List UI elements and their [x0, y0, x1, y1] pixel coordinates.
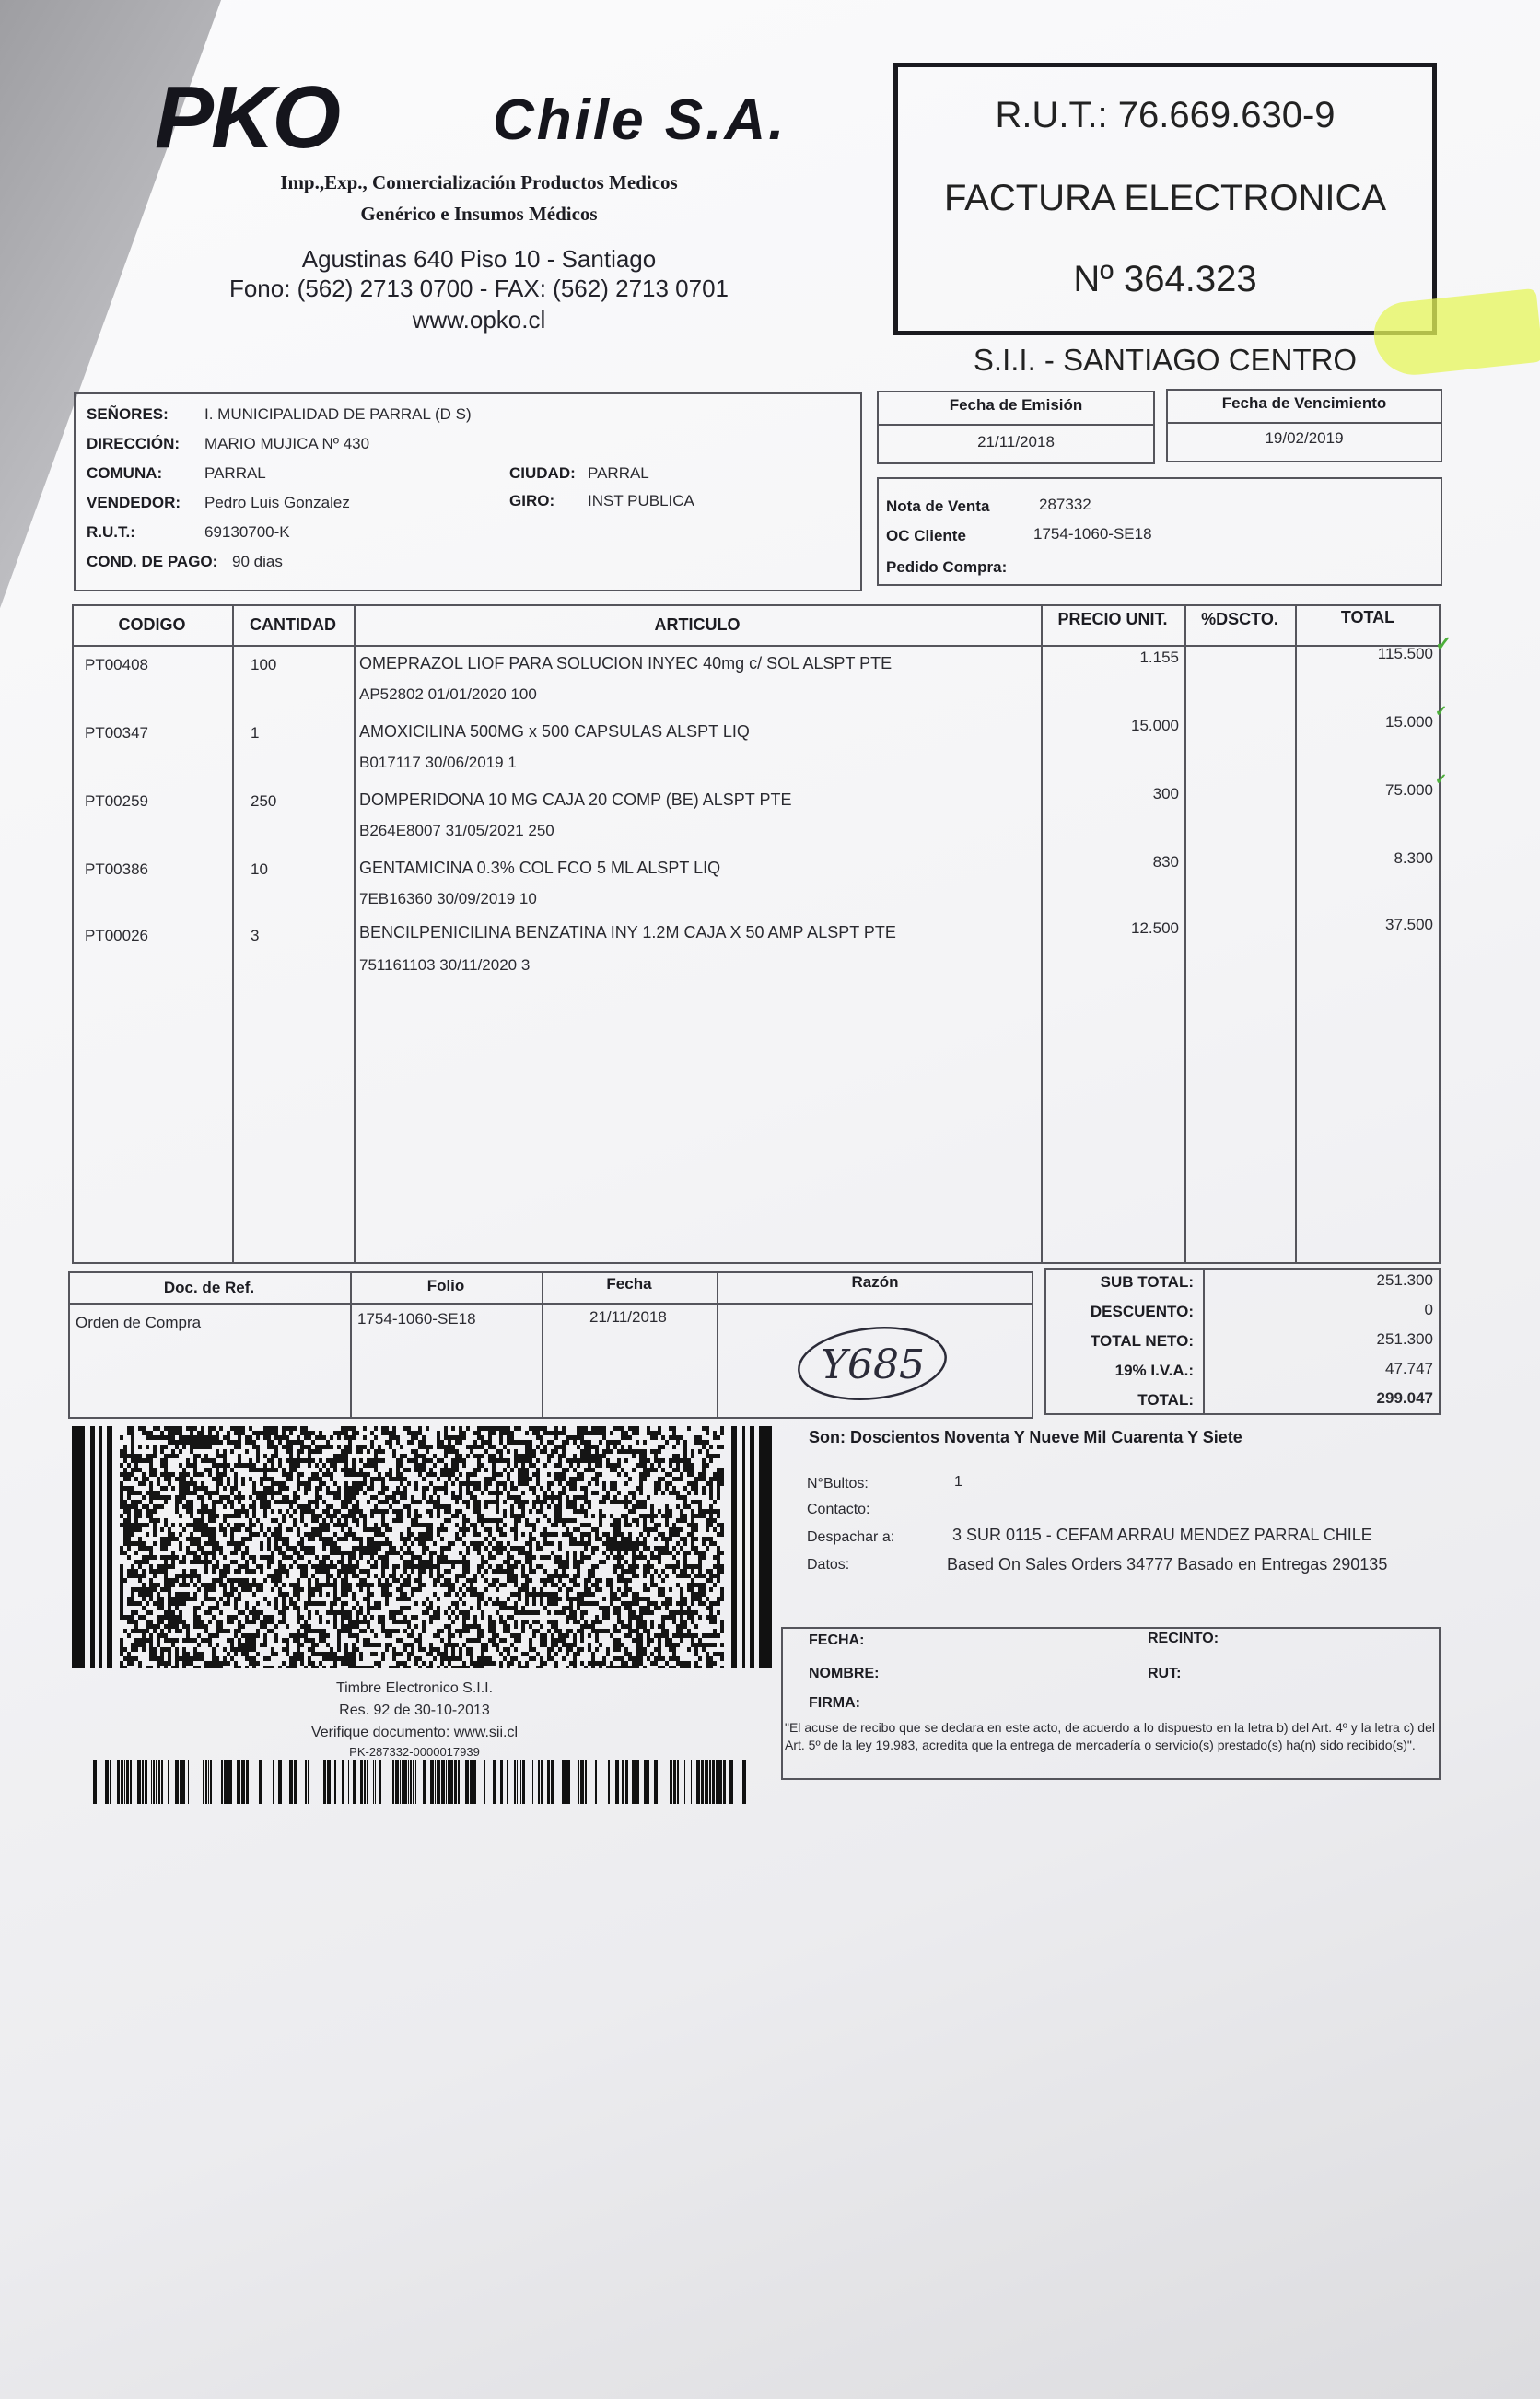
amount-in-words: Son: Doscientos Noventa Y Nueve Mil Cuarenta Y Siete — [809, 1428, 1242, 1446]
company-tagline-2: Genérico e Insumos Médicos — [360, 203, 598, 225]
pago-label: COND. DE PAGO: — [87, 553, 218, 570]
emision-divider — [877, 424, 1155, 426]
despachar-label: Despachar a: — [807, 1529, 895, 1545]
ref-fecha: 21/11/2018 — [589, 1308, 667, 1326]
descuento-label: DESCUENTO: — [1090, 1303, 1194, 1320]
item-precio: 300 — [1152, 785, 1179, 802]
nota-label: Nota de Venta — [886, 497, 990, 515]
direccion-value: MARIO MUJICA Nº 430 — [204, 435, 370, 452]
iva-label: 19% I.V.A.: — [1114, 1362, 1194, 1379]
ref-folio: 1754-1060-SE18 — [357, 1310, 476, 1328]
receipt-box — [781, 1627, 1441, 1780]
company-phone: Fono: (562) 2713 0700 - FAX: (562) 2713 0701 — [228, 275, 729, 302]
linear-barcode — [88, 1760, 748, 1804]
vendedor-label: VENDEDOR: — [87, 494, 181, 511]
item-total: 75.000 — [1385, 781, 1433, 799]
receipt-recinto: RECINTO: — [1148, 1631, 1219, 1646]
despachar-value: 3 SUR 0115 - CEFAM ARRAU MENDEZ PARRAL CHILE — [952, 1526, 1372, 1544]
doc-type: FACTURA ELECTRONICA — [943, 178, 1387, 218]
senores-label: SEÑORES: — [87, 405, 169, 423]
direccion-label: DIRECCIÓN: — [87, 435, 181, 452]
ciudad-value: PARRAL — [588, 464, 649, 482]
col-dscto: %DSCTO. — [1201, 610, 1278, 628]
rut-label: R.U.T.: — [87, 523, 135, 541]
item-articulo: BENCILPENICILINA BENZATINA INY 1.2M CAJA X 50 AMP ALSPT PTE — [359, 923, 896, 942]
company-address: Agustinas 640 Piso 10 - Santiago — [301, 245, 657, 273]
handwritten-annotation — [788, 1317, 953, 1406]
item-lote: B264E8007 31/05/2021 250 — [359, 822, 554, 839]
bultos-label: N°Bultos: — [807, 1476, 869, 1492]
col-total: TOTAL — [1340, 608, 1395, 626]
col-cantidad: CANTIDAD — [250, 615, 336, 634]
item-precio: 15.000 — [1131, 717, 1179, 734]
item-cantidad: 10 — [251, 860, 268, 878]
ref-col-divider-3 — [717, 1271, 718, 1419]
item-total: 115.500 — [1377, 645, 1433, 662]
item-articulo: GENTAMICINA 0.3% COL FCO 5 ML ALSPT LIQ — [359, 859, 721, 877]
oc-value: 1754-1060-SE18 — [1033, 525, 1152, 543]
check-mark-icon: ✓ — [1435, 704, 1448, 720]
sii-office: S.I.I. - SANTIAGO CENTRO — [973, 343, 1358, 377]
col-precio: PRECIO UNIT. — [1057, 610, 1168, 628]
comuna-value: PARRAL — [204, 464, 266, 482]
receipt-nombre: NOMBRE: — [809, 1666, 880, 1681]
ref-h-razon: Razón — [851, 1273, 899, 1291]
item-lote: 7EB16360 30/09/2019 10 — [359, 890, 537, 907]
item-articulo: AMOXICILINA 500MG x 500 CAPSULAS ALSPT LIQ — [359, 722, 750, 741]
giro-label: GIRO: — [509, 492, 555, 509]
timbre-line-2: Res. 92 de 30-10-2013 — [339, 1703, 490, 1718]
item-codigo: PT00347 — [85, 724, 148, 742]
item-total: 37.500 — [1385, 916, 1433, 933]
item-precio: 12.500 — [1131, 919, 1179, 937]
subtotal-label: SUB TOTAL: — [1100, 1273, 1194, 1291]
item-articulo: OMEPRAZOL LIOF PARA SOLUCION INYEC 40mg c/ SOL ALSPT PTE — [359, 654, 892, 673]
col-divider-5 — [1295, 604, 1297, 1264]
col-divider-2 — [354, 604, 356, 1264]
handwritten-text: Y685 — [821, 1341, 926, 1388]
iva-value: 47.747 — [1385, 1360, 1433, 1377]
receipt-firma: FIRMA: — [809, 1695, 860, 1711]
oc-label: OC Cliente — [886, 527, 966, 544]
item-articulo: DOMPERIDONA 10 MG CAJA 20 COMP (BE) ALSPT PTE — [359, 790, 792, 809]
giro-value: INST PUBLICA — [588, 492, 694, 509]
item-total: 15.000 — [1385, 713, 1433, 731]
total-value: 299.047 — [1376, 1389, 1433, 1407]
col-divider-4 — [1184, 604, 1186, 1264]
nota-value: 287332 — [1039, 496, 1091, 513]
item-cantidad: 1 — [251, 724, 260, 742]
ref-header-divider — [68, 1303, 1033, 1305]
timbre-line-4: PK-287332-0000017939 — [349, 1745, 480, 1759]
emision-label: Fecha de Emisión — [949, 396, 1083, 414]
senores-value: I. MUNICIPALIDAD DE PARRAL (D S) — [204, 405, 472, 423]
check-mark-icon: ✓ — [1435, 772, 1448, 788]
check-mark-icon: ✓ — [1435, 632, 1452, 655]
receipt-fecha: FECHA: — [809, 1632, 865, 1648]
items-header-divider — [72, 645, 1441, 647]
item-precio: 830 — [1152, 853, 1179, 871]
rut-value: 69130700-K — [204, 523, 290, 541]
company-tagline-1: Imp.,Exp., Comercialización Productos Medicos — [280, 171, 678, 193]
item-lote: AP52802 01/01/2020 100 — [359, 685, 537, 703]
doc-number: Nº 364.323 — [1073, 259, 1257, 299]
item-cantidad: 100 — [251, 656, 277, 673]
col-divider-3 — [1041, 604, 1043, 1264]
ref-doc: Orden de Compra — [76, 1314, 202, 1331]
ref-h-fecha: Fecha — [606, 1275, 652, 1293]
vencimiento-divider — [1166, 422, 1442, 424]
timbre-line-1: Timbre Electronico S.I.I. — [335, 1680, 494, 1696]
vencimiento-value: 19/02/2019 — [1265, 429, 1344, 447]
pago-value: 90 dias — [232, 553, 283, 570]
contacto-label: Contacto: — [807, 1502, 870, 1517]
item-codigo: PT00386 — [85, 860, 148, 878]
ciudad-label: CIUDAD: — [509, 464, 576, 482]
timbre-line-3: Verifique documento: www.sii.cl — [310, 1725, 519, 1740]
comuna-label: COMUNA: — [87, 464, 163, 482]
col-codigo: CODIGO — [118, 615, 186, 634]
datos-label: Datos: — [807, 1557, 850, 1573]
pedido-label: Pedido Compra: — [886, 558, 1008, 576]
vencimiento-label: Fecha de Vencimiento — [1221, 394, 1387, 412]
neto-label: TOTAL NETO: — [1090, 1332, 1194, 1350]
datos-value: Based On Sales Orders 34777 Basado en Entregas 290135 — [947, 1555, 1388, 1574]
company-web: www.opko.cl — [412, 306, 546, 334]
pdf417-barcode — [72, 1426, 772, 1668]
company-logo: PKO — [155, 68, 339, 167]
receipt-legal-text: "El acuse de recibo que se declara en este acto, de acuerdo a lo dispuesto en la letra b) del Art. 4º y la letra c) del Art. 5º de la ley 19.983, acredita que la entrega de mercadería o servicio(s) prestado(s) ha(n) sido recibido(s)". — [785, 1720, 1435, 1752]
item-cantidad: 3 — [251, 927, 260, 944]
total-label: TOTAL: — [1138, 1391, 1194, 1409]
totals-divider — [1203, 1268, 1205, 1415]
receipt-rut: RUT: — [1148, 1666, 1182, 1681]
vendedor-value: Pedro Luis Gonzalez — [204, 494, 350, 511]
item-codigo: PT00259 — [85, 792, 148, 810]
item-codigo: PT00408 — [85, 656, 148, 673]
descuento-value: 0 — [1424, 1301, 1433, 1318]
ref-h-folio: Folio — [426, 1277, 465, 1294]
col-divider-1 — [232, 604, 234, 1264]
item-precio: 1.155 — [1139, 649, 1179, 666]
neto-value: 251.300 — [1376, 1330, 1433, 1348]
item-cantidad: 250 — [251, 792, 277, 810]
subtotal-value: 251.300 — [1376, 1271, 1433, 1289]
ref-h-doc: Doc. de Ref. — [163, 1279, 255, 1296]
rut-box — [893, 63, 1437, 335]
company-name: Chile S.A. — [493, 88, 788, 152]
doc-rut: R.U.T.: 76.669.630-9 — [995, 95, 1336, 135]
bultos-value: 1 — [954, 1474, 962, 1490]
item-codigo: PT00026 — [85, 927, 148, 944]
col-articulo: ARTICULO — [654, 615, 741, 634]
ref-col-divider-2 — [542, 1271, 543, 1419]
item-lote: 751161103 30/11/2020 3 — [359, 956, 531, 974]
item-total: 8.300 — [1394, 849, 1433, 867]
item-lote: B017117 30/06/2019 1 — [359, 754, 517, 771]
emision-value: 21/11/2018 — [977, 433, 1055, 451]
